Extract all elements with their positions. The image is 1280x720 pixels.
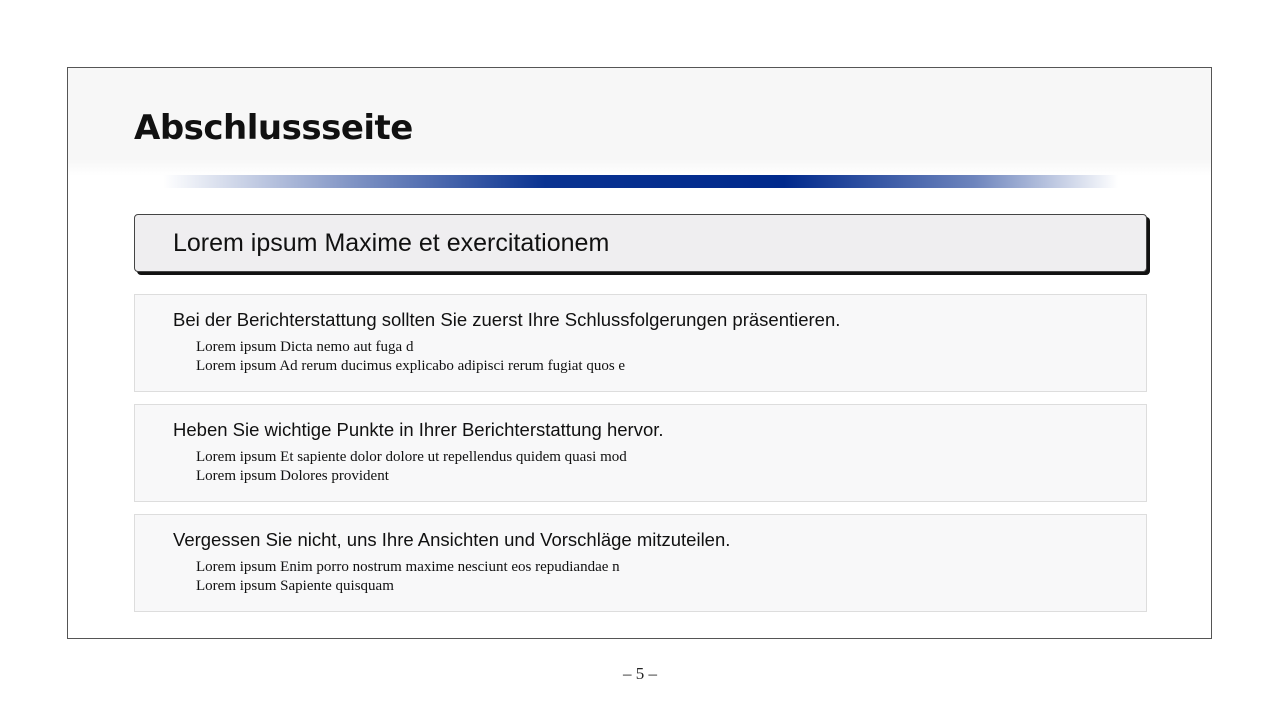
content-card (134, 294, 1147, 392)
content-card (134, 514, 1147, 612)
card-line: Lorem ipsum Dolores provident (196, 468, 389, 484)
content-card (134, 404, 1147, 502)
subheading-box (134, 214, 1147, 272)
card-heading: Bei der Berichterstattung sollten Sie zuerst Ihre Schlussfolgerungen präsentieren. (173, 309, 841, 330)
subheading: Lorem ipsum Maxime et exercitationem (173, 229, 610, 257)
card-line: Lorem ipsum Sapiente quisquam (196, 578, 394, 594)
slide (67, 67, 1212, 639)
card-line: Lorem ipsum Dicta nemo aut fuga d (196, 339, 414, 355)
card-line: Lorem ipsum Enim porro nostrum maxime nesciunt eos repudiandae n (196, 559, 620, 575)
page-number: – 5 – (623, 664, 657, 683)
gradient-divider (163, 175, 1118, 188)
card-line: Lorem ipsum Ad rerum ducimus explicabo adipisci rerum fugiat quos e (196, 358, 626, 374)
page-title: Abschlussseite (134, 108, 413, 148)
card-heading: Vergessen Sie nicht, uns Ihre Ansichten und Vorschläge mitzuteilen. (173, 529, 731, 550)
card-heading: Heben Sie wichtige Punkte in Ihrer Berichterstattung hervor. (173, 419, 664, 440)
card-line: Lorem ipsum Et sapiente dolor dolore ut repellendus quidem quasi mod (196, 449, 627, 465)
